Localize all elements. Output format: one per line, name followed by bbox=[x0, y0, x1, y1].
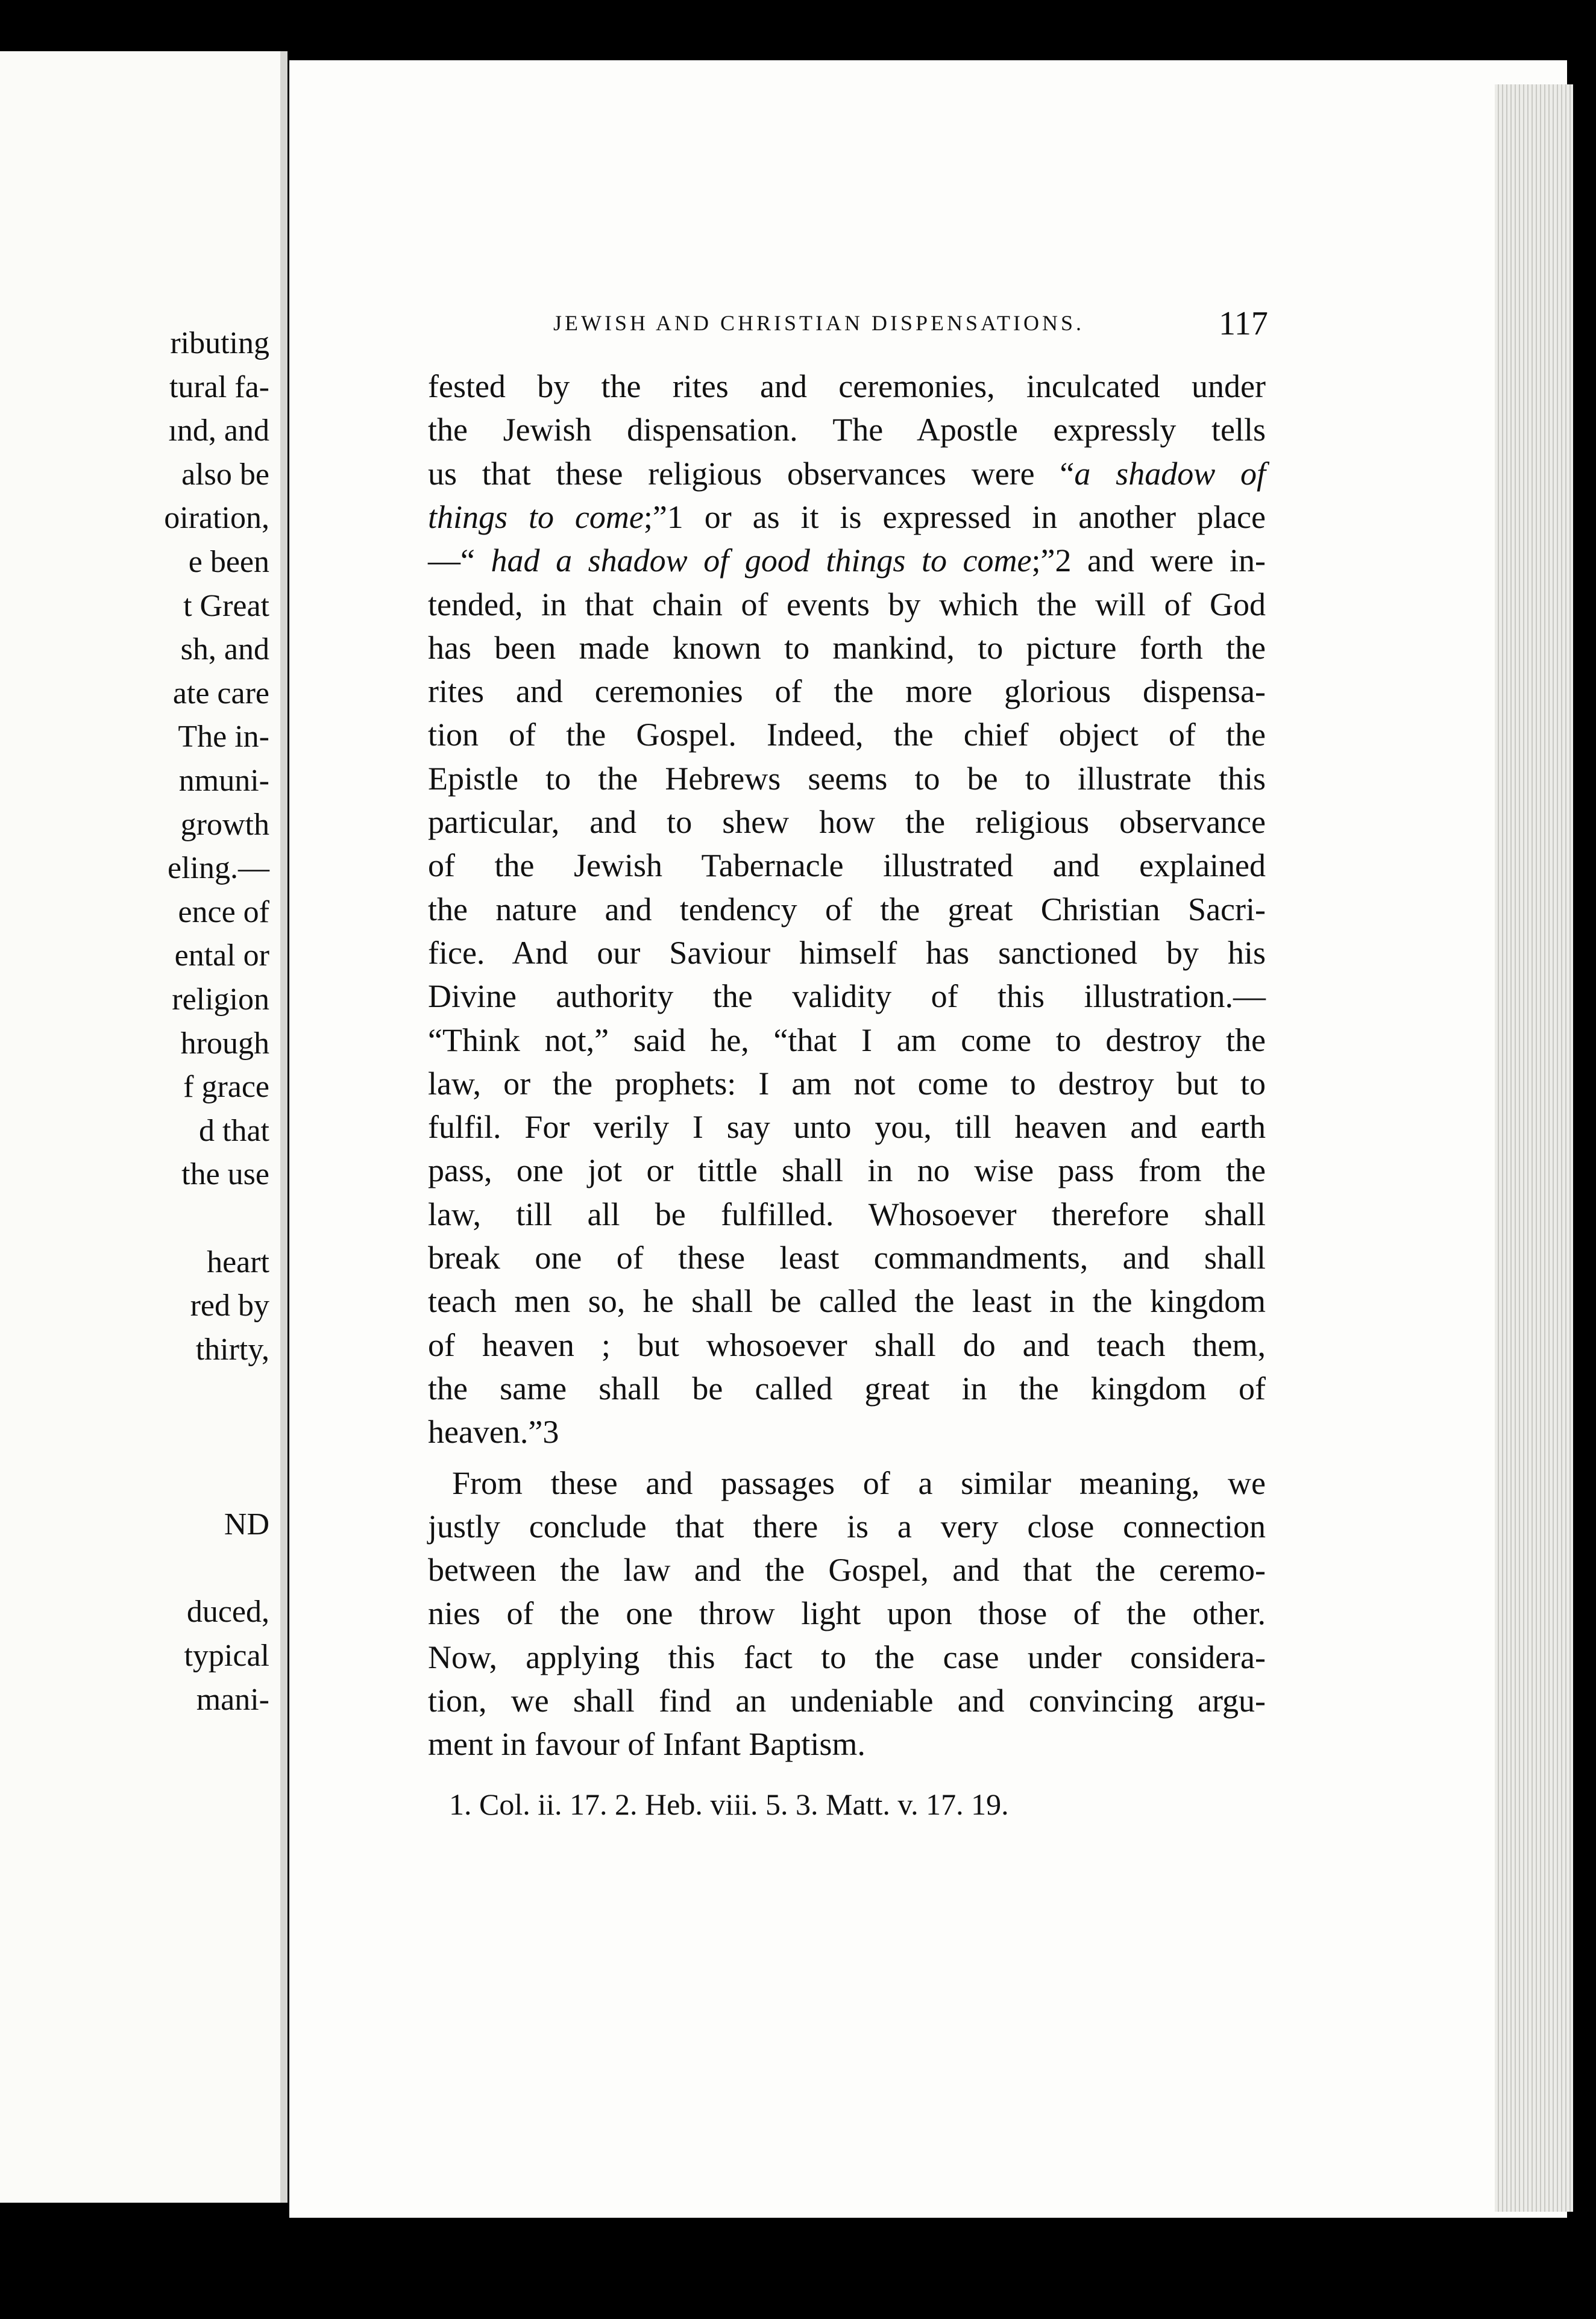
line-text: the same shall be called great in the kingdom of bbox=[428, 1370, 1266, 1407]
line-text: tion, we shall find an undeniable and convincing argu- bbox=[428, 1683, 1266, 1719]
line-text: us that these religious observances were “ bbox=[428, 455, 1075, 492]
body-line bbox=[428, 583, 1266, 626]
left-page bbox=[0, 51, 287, 2203]
body-line bbox=[428, 408, 1266, 451]
left-page-fragment: typical bbox=[184, 1639, 269, 1673]
body-line bbox=[428, 626, 1266, 670]
line-text: Divine authority the validity of this illustration.— bbox=[428, 978, 1266, 1015]
line-text: tended, in that chain of events by which the will of God bbox=[428, 586, 1266, 623]
body-line bbox=[428, 1105, 1266, 1149]
body-line bbox=[428, 1505, 1266, 1548]
italic-text: a shadow of bbox=[1074, 455, 1266, 492]
line-text: ;”1 or as it is expressed in another place bbox=[643, 498, 1266, 535]
line-text: law, till all be fulfilled. Whosoever therefore shall bbox=[428, 1196, 1266, 1232]
line-text: justly conclude that there is a very close connection bbox=[428, 1508, 1266, 1545]
line-text: break one of these least commandments, and shall bbox=[428, 1240, 1266, 1276]
running-head: JEWISH AND CHRISTIAN DISPENSATIONS. bbox=[553, 311, 1085, 335]
body-line bbox=[428, 1722, 1266, 1766]
left-page-fragment: thirty, bbox=[195, 1332, 269, 1367]
footnotes: 1. Col. ii. 17. 2. Heb. viii. 5. 3. Matt. v. 17. 19. bbox=[449, 1787, 1009, 1821]
left-page-fragment: hrough bbox=[180, 1026, 269, 1061]
left-page-fragment: ınd, and bbox=[168, 413, 269, 448]
line-text: Now, applying this fact to the case under considera- bbox=[428, 1639, 1266, 1675]
body-line bbox=[428, 713, 1266, 756]
left-page-fragment: tural fa- bbox=[169, 369, 269, 404]
body-line bbox=[428, 1323, 1266, 1367]
left-page-fragment: ate care bbox=[172, 676, 269, 711]
body-line bbox=[428, 844, 1266, 887]
left-page-fragment: ental or bbox=[174, 938, 269, 973]
body-line bbox=[428, 757, 1266, 800]
body-line bbox=[428, 1548, 1266, 1592]
left-page-fragment: also be bbox=[181, 457, 269, 492]
line-text: the nature and tendency of the great Christian Sacri- bbox=[428, 891, 1266, 927]
left-page-fragment: d that bbox=[199, 1113, 269, 1148]
line-text: fulfil. For verily I say unto you, till heaven and earth bbox=[428, 1109, 1266, 1146]
body-line bbox=[428, 1149, 1266, 1192]
left-page-fragment: e been bbox=[188, 545, 269, 579]
line-text: of heaven ; but whosoever shall do and teach them, bbox=[428, 1326, 1266, 1363]
line-text: ;”2 and were in- bbox=[1031, 542, 1266, 579]
line-text: particular, and to shew how the religious observance bbox=[428, 804, 1266, 840]
body-line bbox=[428, 495, 1266, 539]
body-line bbox=[428, 1410, 1266, 1454]
left-page-fragment: f grace bbox=[183, 1070, 269, 1105]
line-text: law, or the prophets: I am not come to destroy but to bbox=[428, 1065, 1266, 1102]
body-line bbox=[428, 452, 1266, 495]
body-line bbox=[428, 888, 1266, 931]
body-line bbox=[428, 1367, 1266, 1410]
line-text: From these and passages of a similar meaning, we bbox=[452, 1464, 1266, 1501]
left-page-fragment: ributing bbox=[170, 326, 269, 360]
left-page-fragment: The in- bbox=[178, 720, 269, 755]
line-text: rites and ceremonies of the more glorious dispensa- bbox=[428, 673, 1266, 710]
body-line bbox=[428, 365, 1266, 408]
line-text: has been made known to mankind, to picture forth the bbox=[428, 629, 1266, 666]
left-page-fragment: religion bbox=[172, 982, 269, 1017]
line-text: between the law and the Gospel, and that the ceremo- bbox=[428, 1552, 1266, 1589]
left-page-fragment: nmuni- bbox=[178, 764, 269, 798]
body-line bbox=[428, 1679, 1266, 1722]
left-page-fragment: mani- bbox=[196, 1682, 269, 1717]
left-page-fragment: duced, bbox=[186, 1595, 269, 1630]
left-page-fragment: red by bbox=[190, 1288, 269, 1323]
line-text: fice. And our Saviour himself has sanctioned by his bbox=[428, 934, 1266, 971]
left-page-fragment: the use bbox=[181, 1157, 269, 1192]
page-edges bbox=[1495, 84, 1573, 2212]
left-page-fragment: sh, and bbox=[180, 632, 269, 667]
body-line bbox=[428, 1636, 1266, 1679]
line-text: pass, one jot or tittle shall in no wise pass from the bbox=[428, 1152, 1266, 1189]
body-line bbox=[428, 1018, 1266, 1062]
italic-text: had a shadow of good things to come bbox=[491, 542, 1032, 579]
body-line bbox=[428, 539, 1266, 582]
left-page-fragment: ence of bbox=[178, 894, 269, 929]
line-text: ment in favour of Infant Baptism. bbox=[428, 1726, 866, 1763]
line-text: heaven.”3 bbox=[428, 1414, 559, 1451]
body-line bbox=[428, 1062, 1266, 1105]
body-line bbox=[428, 931, 1266, 974]
body-line bbox=[428, 1592, 1266, 1635]
body-line bbox=[428, 1279, 1266, 1323]
body-line bbox=[428, 800, 1266, 844]
body-line bbox=[428, 670, 1266, 713]
left-page-fragment: growth bbox=[180, 807, 269, 842]
body-line bbox=[428, 974, 1266, 1018]
left-page-fragment: oiration, bbox=[164, 501, 269, 536]
left-page-fragment: eling.— bbox=[168, 851, 269, 886]
left-page-fragment: t Great bbox=[183, 588, 269, 623]
body-line bbox=[428, 1461, 1266, 1505]
left-page-fragment: heart bbox=[207, 1244, 269, 1279]
line-text: nies of the one throw light upon those of the other. bbox=[428, 1595, 1266, 1632]
line-text: of the Jewish Tabernacle illustrated and explained bbox=[428, 847, 1266, 884]
line-text: the Jewish dispensation. The Apostle expressly tells bbox=[428, 412, 1266, 448]
left-page-fragment: ND bbox=[224, 1507, 269, 1542]
body-line bbox=[428, 1236, 1266, 1279]
line-text: tion of the Gospel. Indeed, the chief object of the bbox=[428, 717, 1266, 753]
line-text: “Think not,” said he, “that I am come to destroy the bbox=[428, 1021, 1266, 1058]
line-text: fested by the rites and ceremonies, inculcated under bbox=[428, 368, 1266, 404]
page-number: 117 bbox=[1219, 305, 1268, 342]
line-text: —“ bbox=[428, 542, 491, 579]
body-line bbox=[428, 1193, 1266, 1236]
line-text: Epistle to the Hebrews seems to be to illustrate this bbox=[428, 760, 1266, 797]
line-text: teach men so, he shall be called the least in the kingdom bbox=[428, 1283, 1266, 1320]
italic-text: things to come bbox=[428, 498, 644, 535]
